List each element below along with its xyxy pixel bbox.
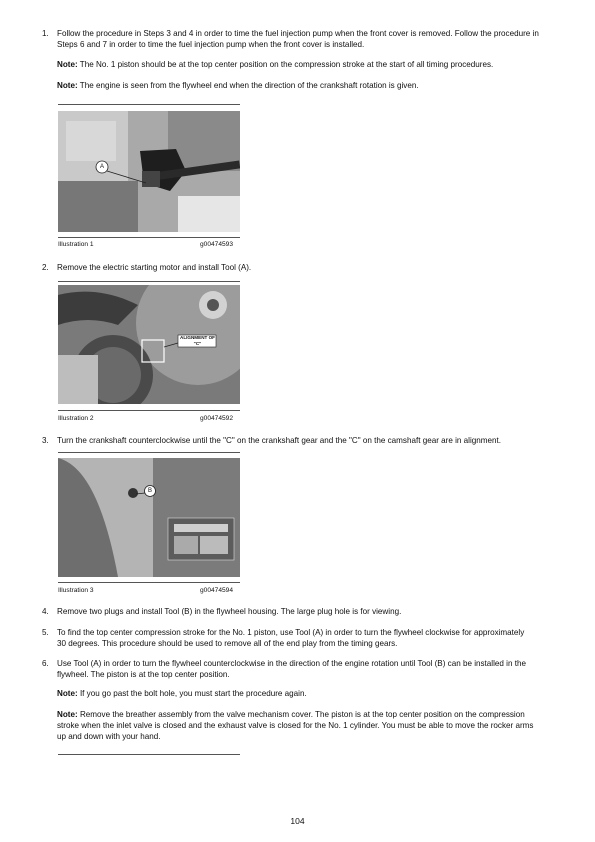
illustration-1-code: g00474593 [200, 241, 234, 248]
illustration-2-label: Illustration 2 [58, 415, 94, 422]
step-4-number: 4. [42, 607, 49, 616]
step-3-text: Turn the crankshaft counterclockwise until the "C" on the crankshaft gear and the "C" on the camshaft gear are in alignment. [57, 436, 501, 445]
step-2-text: Remove the electric starting motor and install Tool (A). [57, 263, 252, 272]
figure-1-bottom-rule [58, 237, 240, 238]
callout-a: A [99, 164, 104, 170]
note-label: Note: [57, 710, 78, 719]
note-label: Note: [57, 689, 78, 698]
figure-3-bottom-rule [58, 582, 240, 583]
note-1 [57, 59, 552, 70]
step-5-text: To find the top center compression stroke for the No. 1 piston, use Tool (A) in order to turn the flywheel clockwise for approximately 30 degrees. This procedure should be used to remove all of the end play from the timing gears. [57, 628, 525, 648]
step-5-number: 5. [42, 628, 49, 637]
illustration-3-label: Illustration 3 [58, 587, 94, 594]
illustration-2-photo [58, 285, 240, 404]
illustration-2-code: g00474592 [200, 415, 234, 422]
illustration-3-code: g00474594 [200, 587, 234, 594]
step-4-text: Remove two plugs and install Tool (B) in the flywheel housing. The large plug hole is for viewing. [57, 607, 402, 616]
figure-1-top-rule [58, 104, 240, 105]
figure-3-top-rule [58, 452, 240, 453]
note-2 [57, 80, 552, 91]
callout-b: B [147, 488, 152, 494]
step-1-text: Follow the procedure in Steps 3 and 4 in order to time the fuel injection pump when the front cover is removed. Follow the procedure in Steps 6 and 7 in order to time the fuel injection pump when the front cover is installed. [57, 29, 539, 49]
illustration-3-photo [58, 458, 240, 577]
note-3 [57, 688, 552, 699]
step-1-number: 1. [42, 29, 49, 38]
note-1-text: The No. 1 piston should be at the top center position on the compression stroke at the start of all timing procedures. [79, 60, 494, 69]
illustration-1-label: Illustration 1 [58, 241, 94, 248]
note-2-text: The engine is seen from the flywheel end when the direction of the crankshaft rotation is given. [79, 81, 419, 90]
illustration-1-photo [58, 111, 240, 232]
note-3-text: If you go past the bolt hole, you must start the procedure again. [79, 689, 307, 698]
figure-2-top-rule [58, 281, 240, 282]
note-4-text: Remove the breather assembly from the valve mechanism cover. The piston is at the top center position on the compression stroke when the inlet valve is closed and the exhaust valve is closed for the No. 1 cylinder. You must be able to move the rocker arms up and down with your hand. [57, 710, 534, 741]
note-4 [57, 709, 542, 742]
step-3-number: 3. [42, 436, 49, 445]
step-6-number: 6. [42, 659, 49, 668]
callout-alignment: ALIGNMENT OF "C" [180, 335, 215, 346]
note-label: Note: [57, 60, 78, 69]
page-number: 104 [290, 816, 305, 826]
step-2-number: 2. [42, 263, 49, 272]
section-end-rule [58, 754, 240, 755]
step-6-text: Use Tool (A) in order to turn the flywheel counterclockwise in the direction of the engine rotation until Tool (B) can be installed in the flywheel. The piston is at the top center position. [57, 659, 526, 679]
note-label: Note: [57, 81, 78, 90]
figure-2-bottom-rule [58, 410, 240, 411]
